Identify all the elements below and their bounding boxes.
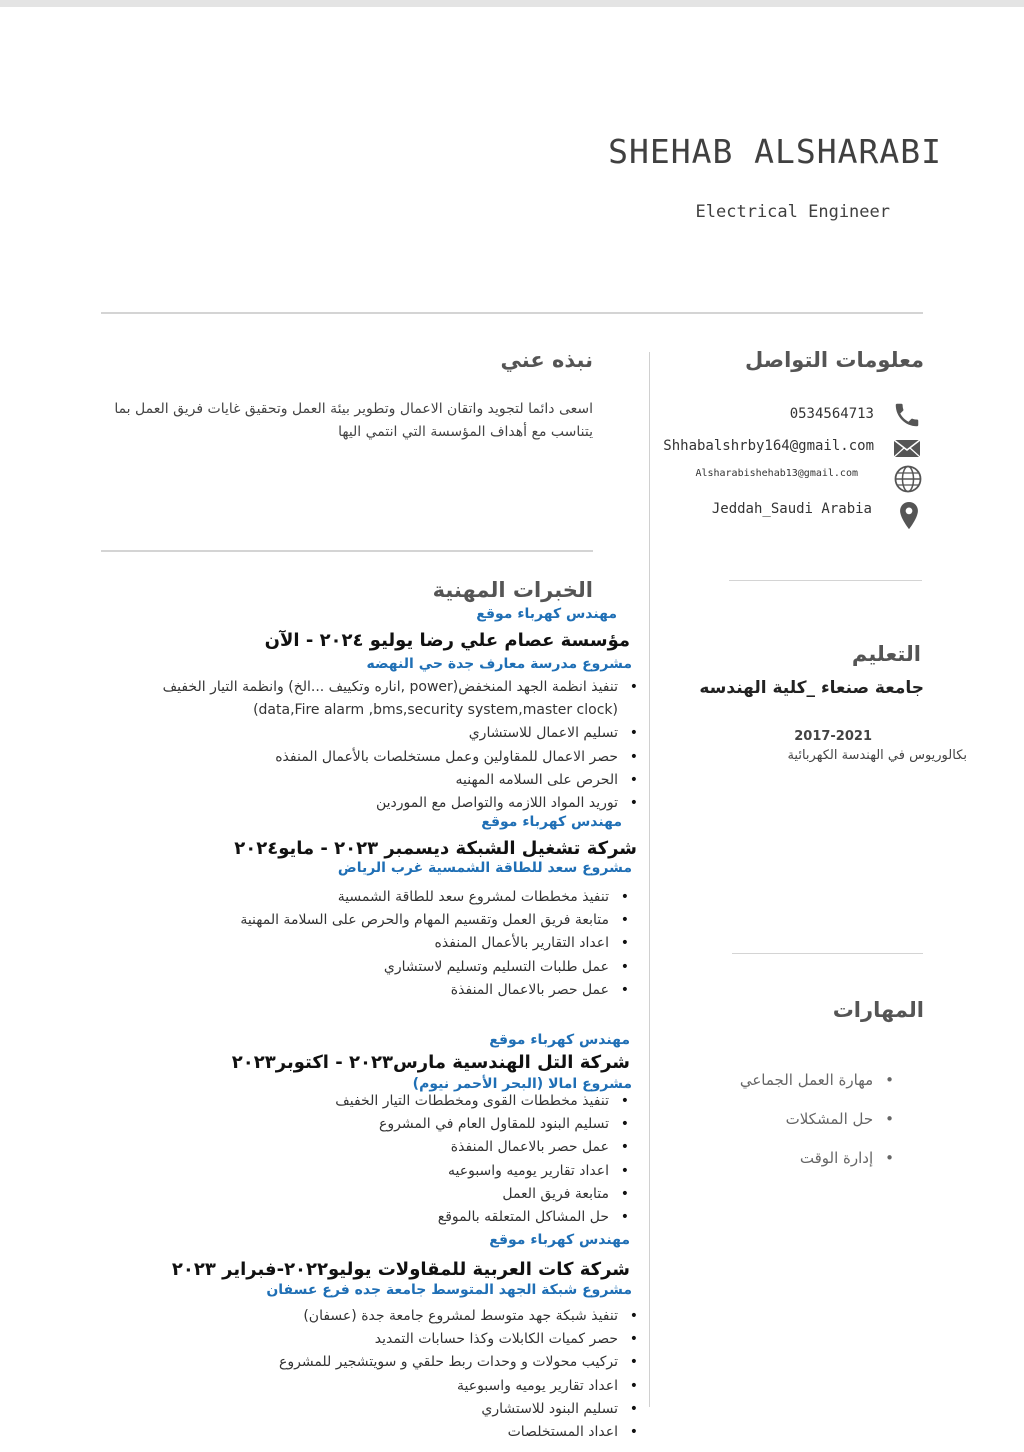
duty-item: تسليم البنود للمقاول العام في المشروع • bbox=[209, 1113, 609, 1136]
job-project: مشروع مدرسة معارف جدة حي النهضه bbox=[366, 656, 632, 672]
skills-heading: المهارات bbox=[832, 998, 924, 1022]
job-title: مهندس كهرباء موقع bbox=[489, 1032, 630, 1048]
education-years: 2017-2021 bbox=[794, 729, 872, 744]
phone-icon bbox=[892, 400, 922, 430]
about-divider bbox=[101, 550, 593, 552]
duty-item: اعداد التقارير بالأعمال المنفذه • bbox=[209, 932, 609, 955]
job-company: شركة كات العربية للمقاولات يوليو٢٠٢٢-فبراير ٢٠٢٣ bbox=[171, 1259, 630, 1280]
globe-icon bbox=[893, 464, 923, 494]
education-school: جامعة صنعاء _كلية الهندسه bbox=[699, 678, 924, 698]
duty-item: حصر الاعمال للمقاولين وعمل مستخلصات بالأعمال المنفذه • bbox=[113, 746, 618, 769]
duty-item: تنفيذ انظمة الجهد المنخفض(power ,اناره وتكييف ...الخ) وانظمة التيار الخفيف (data,Fire alarm ,bms,security system,master clock) • bbox=[113, 676, 618, 722]
website-text[interactable]: Alsharabishehab13@gmail.com bbox=[695, 468, 858, 479]
skill-item: • إدارة الوقت bbox=[740, 1143, 894, 1182]
duty-item: تنفيذ شبكة جهد متوسط لمشروع جامعة جدة (عسفان) • bbox=[198, 1305, 618, 1328]
duty-item: حصر كميات الكابلات وكذا حسابات التمديد • bbox=[198, 1328, 618, 1351]
candidate-role: Electrical Engineer bbox=[695, 202, 890, 222]
envelope-icon bbox=[892, 433, 922, 463]
skill-item: • حل المشكلات bbox=[740, 1104, 894, 1143]
duty-item: الحرص على السلامه المهنيه • bbox=[113, 769, 618, 792]
duty-item: اعداد تقارير يوميه واسبوعية • bbox=[198, 1375, 618, 1398]
map-pin-icon bbox=[894, 501, 924, 531]
about-heading: نبذه عني bbox=[500, 348, 593, 372]
job-duties bbox=[209, 1090, 609, 1229]
job-title: مهندس كهرباء موقع bbox=[489, 1232, 630, 1248]
email-text[interactable]: Shhabalshrby164@gmail.com bbox=[663, 438, 874, 454]
top-bar bbox=[0, 0, 1024, 7]
about-text: اسعى دائما لتجويد واتقان الاعمال وتطوير بيئة العمل وتحقيق غايات فريق العمل بما يتناسب مع أهداف المؤسسة التي انتمي اليها bbox=[114, 401, 593, 440]
duty-item: حل المشاكل المتعلقه بالموقع • bbox=[209, 1206, 609, 1229]
education-divider bbox=[732, 953, 923, 954]
job-duties bbox=[209, 886, 609, 1002]
duty-item: عمل حصر بالاعمال المنفذة • bbox=[209, 979, 609, 1002]
education-heading: التعليم bbox=[851, 642, 921, 666]
skill-item: • مهارة العمل الجماعي bbox=[740, 1065, 894, 1104]
job-title: مهندس كهرباء موقع bbox=[476, 606, 617, 622]
job-project: مشروع شبكة الجهد المتوسط جامعة جده فرع عسفان bbox=[266, 1282, 632, 1298]
duty-item: تسليم البنود للاستشاري • bbox=[198, 1398, 618, 1421]
contact-heading: معلومات التواصل bbox=[745, 348, 924, 372]
location-text: Jeddah_Saudi Arabia bbox=[711, 501, 872, 517]
duty-item: توريد المواد اللازمه والتواصل مع الموردين • bbox=[113, 792, 618, 815]
job-duties bbox=[113, 676, 618, 815]
job-duties bbox=[198, 1305, 618, 1444]
duty-item: تنفيذ مخططات القوى ومخططات التيار الخفيف • bbox=[209, 1090, 609, 1113]
duty-item: عمل حصر بالاعمال المنفذة • bbox=[209, 1136, 609, 1159]
job-title: مهندس كهرباء موقع bbox=[481, 814, 622, 830]
job-project: مشروع امالا (البحر الأحمر نيوم) bbox=[412, 1076, 632, 1092]
job-project: مشروع سعد للطاقة الشمسية غرب الرياض bbox=[337, 860, 632, 876]
job-company: شركة التل الهندسية مارس٢٠٢٣ - اكتوبر٢٠٢٣ bbox=[231, 1052, 630, 1073]
candidate-name: SHEHAB ALSHARABI bbox=[608, 132, 942, 171]
experience-heading: الخبرات المهنية bbox=[432, 578, 593, 602]
header-divider bbox=[101, 312, 923, 314]
duty-item: تسليم الاعمال للاستشاري • bbox=[113, 722, 618, 745]
duty-item: تنفيذ مخططات لمشروع سعد للطاقة الشمسية • bbox=[209, 886, 609, 909]
education-degree: بكالوريوس في الهندسة الكهربائية bbox=[787, 748, 967, 763]
duty-item: متابعة فريق العمل وتقسيم المهام والحرص على السلامة المهنية • bbox=[209, 909, 609, 932]
contact-divider bbox=[729, 580, 922, 581]
duty-item: عمل طلبات التسليم وتسليم لاستشاري • bbox=[209, 956, 609, 979]
column-divider bbox=[649, 352, 650, 1407]
duty-item: اعداد تقارير يوميه واسبوعيه • bbox=[209, 1160, 609, 1183]
skills-list bbox=[740, 1065, 894, 1182]
phone-text: 0534564713 bbox=[789, 406, 874, 422]
job-company: مؤسسة عصام علي رضا يوليو ٢٠٢٤ - الآن bbox=[264, 630, 630, 651]
duty-item: متابعة فريق العمل • bbox=[209, 1183, 609, 1206]
duty-item: تركيب محولات و وحدات ربط حلقي و سويتشجير للمشروع • bbox=[198, 1351, 618, 1374]
job-company: شركة تشغيل الشبكة ديسمبر ٢٠٢٣ - مايو٢٠٢٤ bbox=[234, 838, 637, 859]
duty-item: اعداد المستخلصات • bbox=[198, 1421, 618, 1444]
